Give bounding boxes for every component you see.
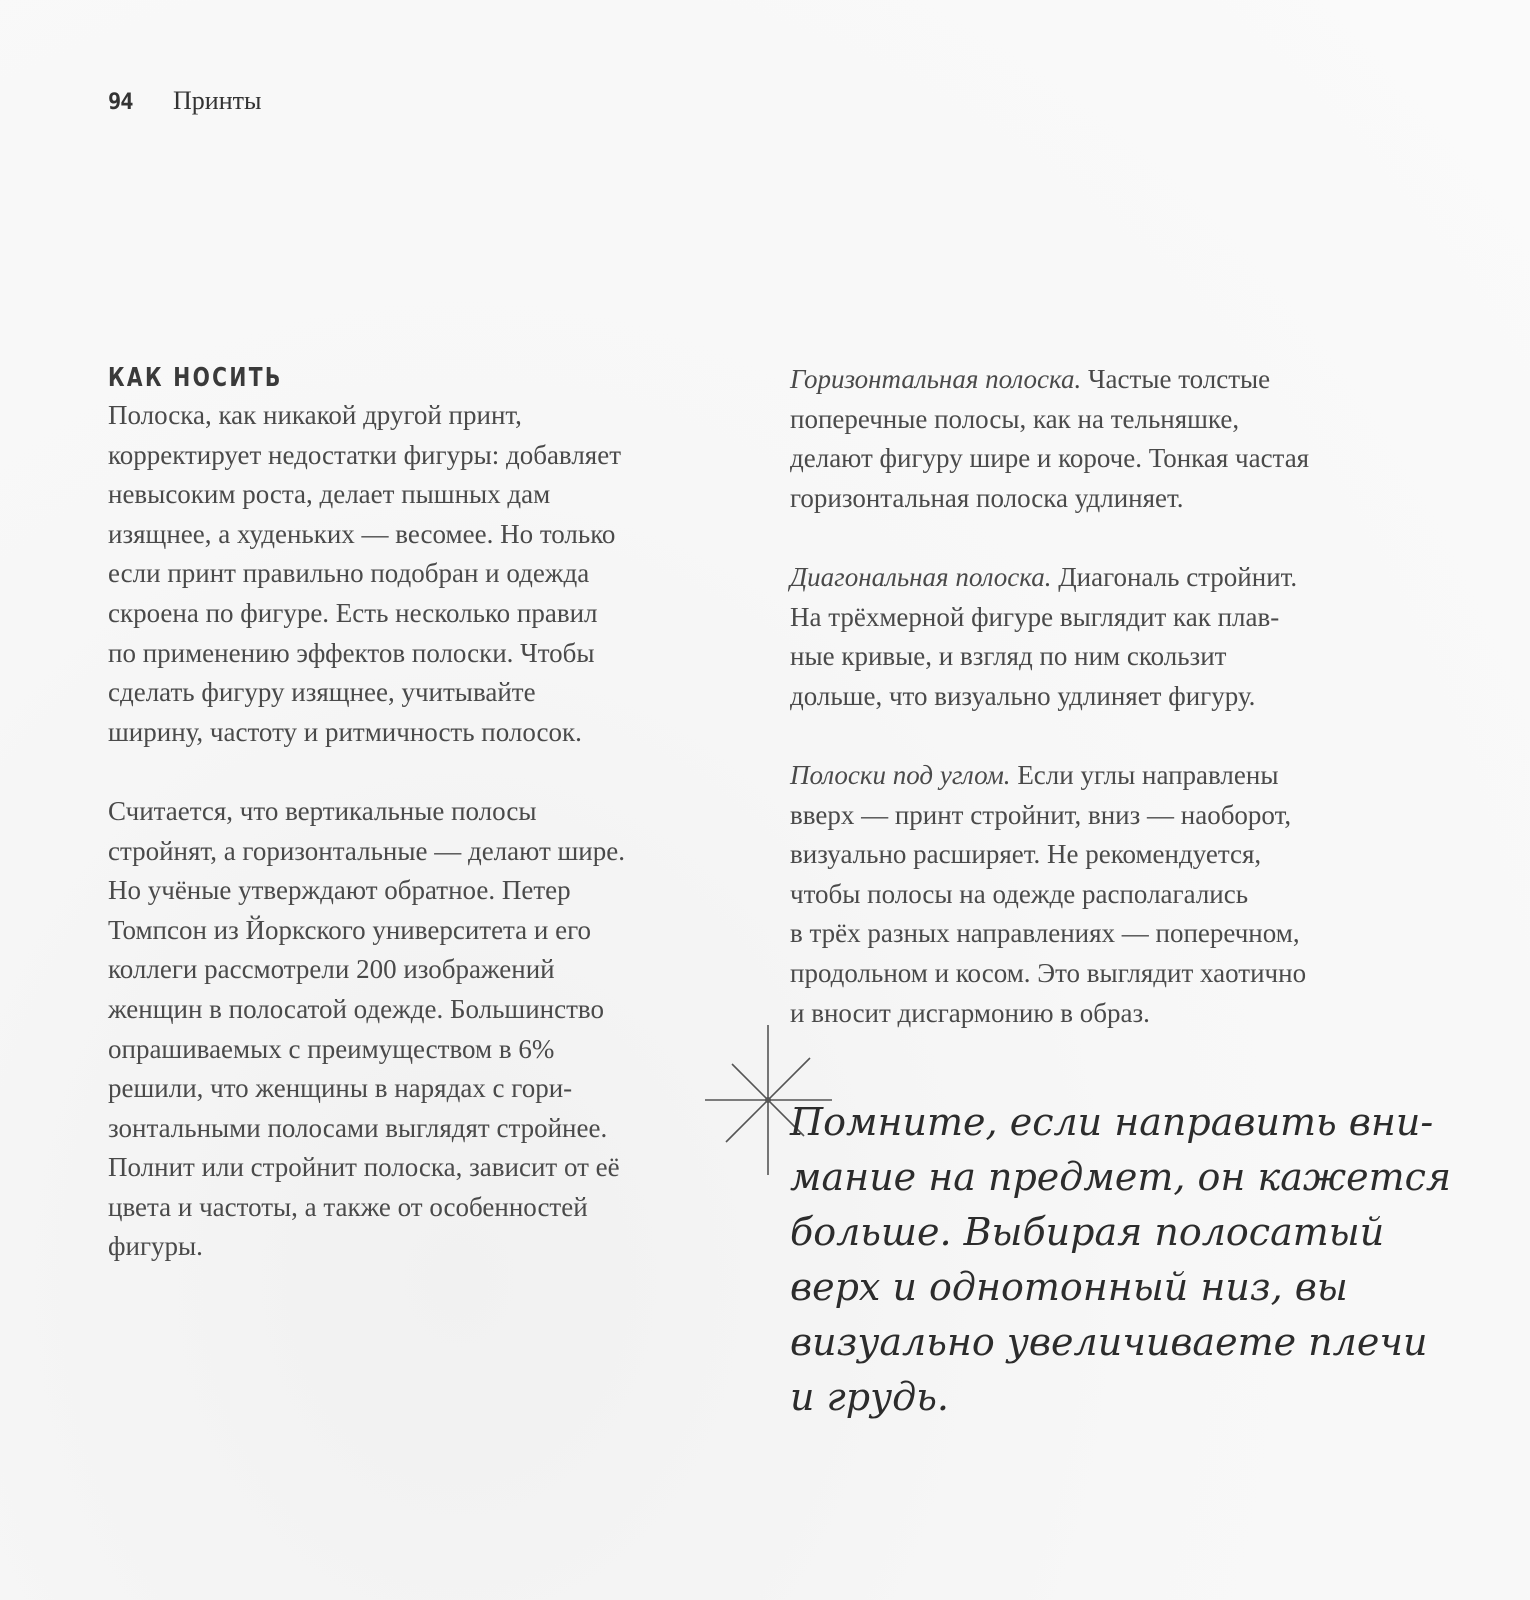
section-heading: КАК НОСИТЬ <box>108 363 283 393</box>
left-column <box>108 360 748 1267</box>
lead-horizontal-stripe: Горизонтальная полоска. <box>790 364 1082 394</box>
paragraph-horizontal-stripe <box>790 360 1450 518</box>
running-head <box>108 86 261 118</box>
section-title: Принты <box>173 86 262 115</box>
text-angled-stripe: Если углы направлены вверх — принт стройнит, вниз — наоборот, визуально расширяет. Не рекомендуется, чтобы полосы на одежде располагались в трёх разных направлениях — поперечном, продольном и косом. Это выглядит хаотично и вносит дисгармонию в образ. <box>790 759 1307 1028</box>
paragraph-angled-stripe <box>790 756 1450 1033</box>
text-horizontal-stripe: Частые толстые поперечные полосы, как на тельняшке, делают фигуру шире и короче. Тонкая частая горизонтальная полоска удлиняет. <box>790 364 1310 513</box>
paragraph-diagonal-stripe <box>790 558 1450 716</box>
right-column <box>790 360 1450 1033</box>
pull-quote: Помните, если направить вни- мание на предмет, он кажется больше. Выбирая полосатый верх и однотонный низ, вы визуально увеличиваете плечи и грудь. <box>790 1100 1452 1419</box>
paragraph-research: Считается, что вертикальные полосы стройнят, а горизонтальные — делают шире. Но учёные утверждают обратное. Петер Томпсон из Йоркского университета и его коллеги рассмотрели 200 изображений женщин в полосатой одежде. Большинство опрашиваемых с преимуществом в 6% решили, что женщины в нарядах с гори- зонтальными полосами выглядят стройнее. Полнит или стройнит полоска, зависит от её цвета и частоты, а также от особенностей фигуры. <box>108 795 625 1262</box>
text-diagonal-stripe: Диагональ стройнит. На трёхмерной фигуре выглядит как плав- ные кривые, и взгляд по ним скользит дольше, что визуально удлиняет фигуру. <box>790 561 1298 711</box>
page-number: 94 <box>108 90 133 115</box>
lead-diagonal-stripe: Диагональная полоска. <box>790 561 1052 592</box>
paragraph-intro: Полоска, как никакой другой принт, корректирует недостатки фигуры: добавляет невысоким роста, делает пышных дам изящнее, а худеньких — весомее. Но только если принт правильно подобран и одежда скроена по фигуре. Есть несколько правил по применению эффектов полоски. Чтобы сделать фигуру изящнее, учитывайте ширину, частоту и ритмичность полосок. <box>108 400 621 747</box>
lead-angled-stripe: Полоски под углом. <box>790 759 1011 790</box>
